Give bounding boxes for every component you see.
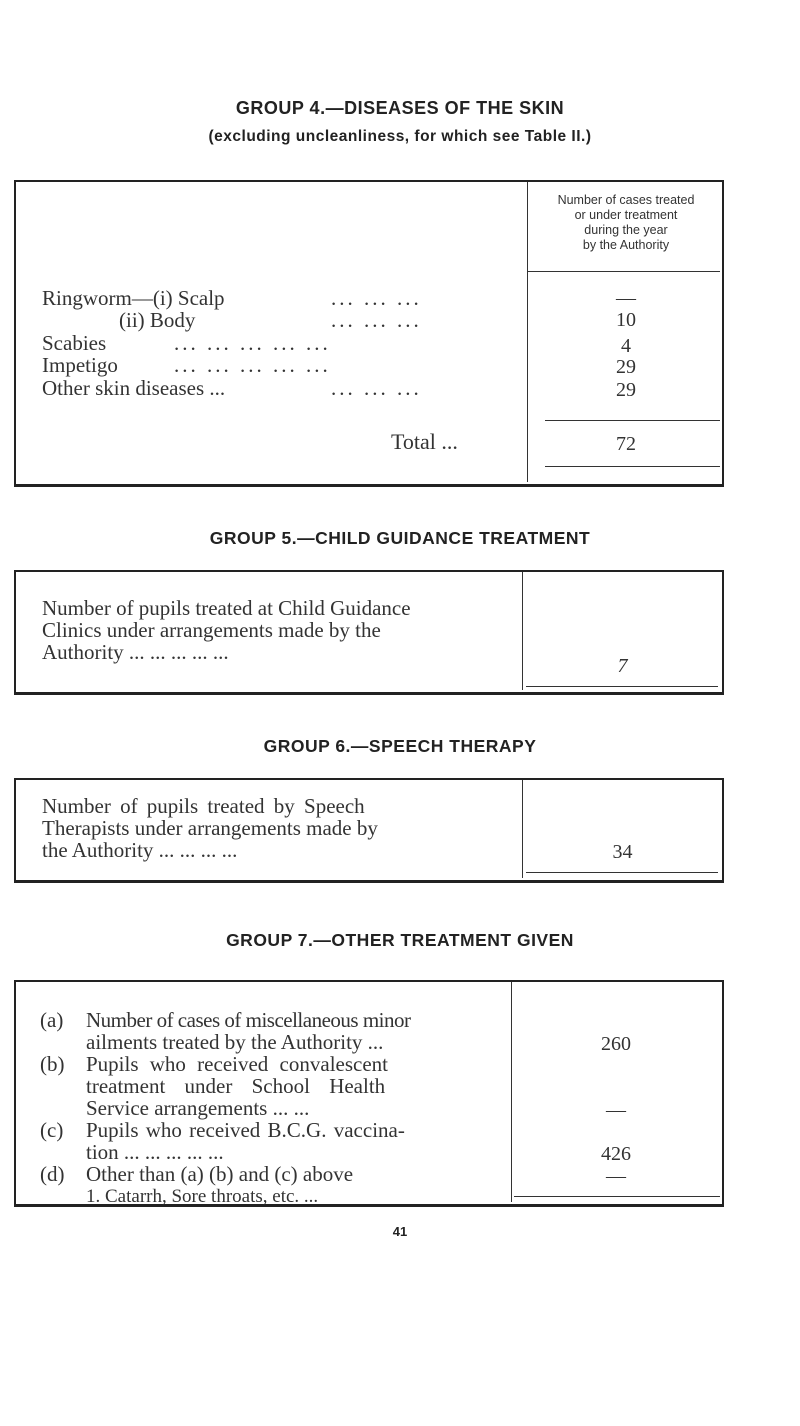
item-text-line: treatment under School Health [86,1074,386,1098]
total-label: Total ... [391,429,458,454]
group6-description-line: Therapists under arrangements made by [42,816,378,840]
item-marker: (c) [40,1118,64,1142]
group5-value-rule [526,686,718,687]
column-header-line: Number of cases treated [557,193,695,207]
row-label-ringworm-scalp: Ringworm—(i) Scalp [42,286,225,310]
row-label-scabies: Scabies [42,331,107,355]
group6-value-rule [526,872,718,873]
row-dots: ... ... ... ... ... [174,353,331,377]
row-label-other-skin-diseases: Other skin diseases ... [42,376,226,400]
row-value: 4 [621,335,631,357]
group6-column-divider [522,780,523,878]
group5-description-line: Authority ... ... ... ... ... [42,640,229,664]
item-value: — [606,1099,626,1121]
item-marker: (b) [40,1052,65,1076]
row-label-ringworm-body: (ii) Body [119,308,196,332]
group7-value-rule [514,1196,720,1197]
row-label-impetigo: Impetigo [42,353,118,377]
row-value: 29 [616,379,636,401]
row-dots: ... ... ... [331,308,422,332]
column-header-line: by the Authority [582,238,670,252]
item-text-line: ailments treated by the Authority ... [86,1030,384,1054]
group4-total-rule-bottom [545,466,720,467]
group6-title: GROUP 6.—SPEECH THERAPY [263,736,537,756]
item-text-line: Number of cases of miscellaneous minor [86,1008,411,1032]
item-text-line: Pupils who received convalescent [86,1052,388,1076]
group5-value: 7 [617,655,628,677]
group4-subtitle: (excluding uncleanliness, for which see Table II.) [208,128,592,145]
item-marker: (d) [40,1162,65,1186]
item-text-line: 1. Catarrh, Sore throats, etc. ... [86,1186,319,1207]
row-dots: ... ... ... ... ... [174,331,331,355]
row-dots: ... ... ... [331,376,422,400]
column-header-line: or under treatment [574,208,678,222]
group6-description-line: the Authority ... ... ... ... [42,838,238,862]
page-number: 41 [392,1224,408,1239]
group6-description-line: Number of pupils treated by Speech [42,794,365,818]
item-text-line: Other than (a) (b) and (c) above [86,1162,354,1186]
group4-title: GROUP 4.—DISEASES OF THE SKIN [235,98,565,118]
group7-title: GROUP 7.—OTHER TREATMENT GIVEN [226,930,574,950]
row-value: 10 [616,309,636,331]
group5-description-line: Clinics under arrangements made by the [42,618,381,642]
group6-value: 34 [612,841,633,863]
row-dots: ... ... ... [331,286,422,310]
item-text-line: Service arrangements ... ... [86,1096,310,1120]
group5-title: GROUP 5.—CHILD GUIDANCE TREATMENT [209,528,591,548]
group5-description-line: Number of pupils treated at Child Guidance [42,596,411,620]
group4-header-rule [528,271,720,272]
column-header-line: during the year [584,223,668,237]
group7-column-divider [511,982,512,1202]
row-value: 29 [616,356,636,378]
total-value: 72 [616,433,636,455]
row-value: — [616,287,636,309]
item-text-line: Pupils who received B.C.G. vaccina- [86,1118,405,1142]
item-value: — [606,1165,626,1187]
item-value: 260 [601,1033,631,1055]
item-marker: (a) [40,1008,64,1032]
group4-column-header [528,193,724,253]
item-value: 426 [601,1143,631,1165]
group4-total-rule-top [545,420,720,421]
item-text-line: tion ... ... ... ... ... [86,1140,224,1164]
